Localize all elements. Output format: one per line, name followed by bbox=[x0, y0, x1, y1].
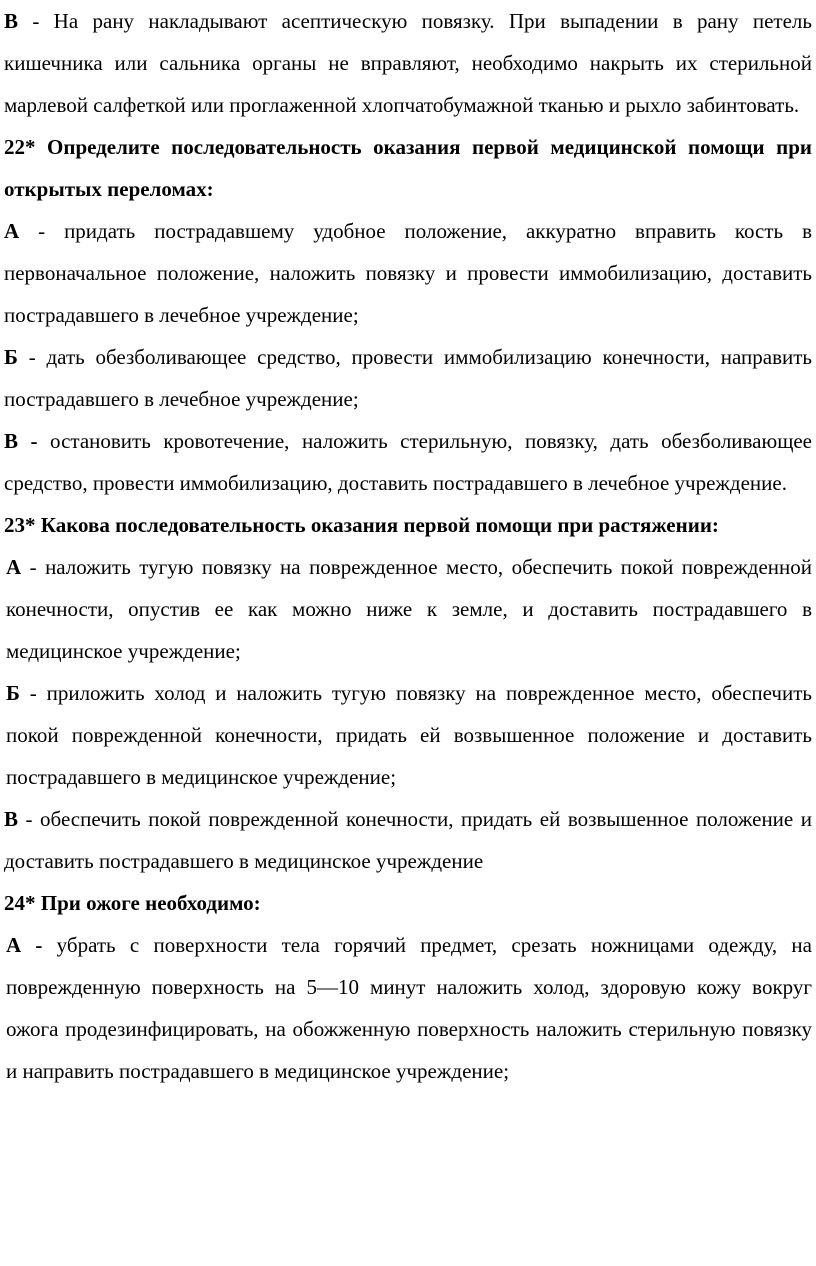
answer-letter: А bbox=[6, 555, 22, 579]
answer-letter: В bbox=[4, 9, 19, 33]
answer-text: - обеспечить покой поврежденной конечности, придать ей возвышенное положение и доставить пострадавшего в медицинское учреждение bbox=[4, 807, 812, 873]
answer-text: - наложить тугую повязку на поврежденное место, обеспечить покой поврежденной конечности, опустив ее как можно ниже к земле, и доставить пострадавшего в медицинское учреждение; bbox=[6, 555, 812, 663]
answer-v-q23 bbox=[4, 798, 812, 882]
answer-text: убрать с поверхности тела горячий предмет, срезать ножницами одежду, на поврежденную поверхность на 5—10 минут наложить холод, здоровую кожу вокруг ожога продезинфицировать, на обожженную поверхность наложить стерильную повязку и направить пострадавшего в медицинское учреждение; bbox=[6, 933, 812, 1083]
answer-letter: Б bbox=[6, 681, 20, 705]
answer-text: - На рану накладывают асептическую повязку. При выпадении в рану петель кишечника или сальника органы не вправляют, необходимо накрыть их стерильной марлевой салфеткой или проглаженной хлопчатобумажной тканью и рыхло забинтовать. bbox=[4, 9, 812, 117]
answer-b-q22 bbox=[4, 336, 812, 420]
answer-text: - приложить холод и наложить тугую повязку на поврежденное место, обеспечить покой поврежденной конечности, придать ей возвышенное положение и доставить пострадавшего в медицинское учреждение; bbox=[6, 681, 812, 789]
answer-letter: А - bbox=[6, 933, 43, 957]
answer-letter: В - bbox=[4, 429, 38, 453]
answer-text: - дать обезболивающее средство, провести иммобилизацию конечности, направить пострадавшего в лечебное учреждение; bbox=[4, 345, 812, 411]
answer-b-q23 bbox=[4, 672, 812, 798]
answer-v-q22 bbox=[4, 420, 812, 504]
answer-a-q22 bbox=[4, 210, 812, 336]
answer-a-q24 bbox=[4, 924, 812, 1092]
answer-text: остановить кровотечение, наложить стерильную, повязку, дать обезболивающее средство, провести иммобилизацию, доставить пострадавшего в лечебное учреждение. bbox=[4, 429, 813, 495]
answer-letter: А bbox=[4, 219, 20, 243]
answer-letter: В bbox=[4, 807, 19, 831]
answer-letter: Б bbox=[4, 345, 18, 369]
question-23: 23* Какова последовательность оказания первой помощи при растяжении: bbox=[4, 513, 719, 537]
answer-a-q23 bbox=[4, 546, 812, 672]
answer-v-q21 bbox=[4, 0, 812, 126]
answer-text: - придать пострадавшему удобное положение, аккуратно вправить кость в первоначальное положение, наложить повязку и провести иммобилизацию, доставить пострадавшего в лечебное учреждение; bbox=[4, 219, 812, 327]
question-24: 24* При ожоге необходимо: bbox=[4, 891, 261, 915]
question-22: 22* Определите последовательность оказания первой медицинской помощи при открытых переломах: bbox=[4, 135, 812, 201]
